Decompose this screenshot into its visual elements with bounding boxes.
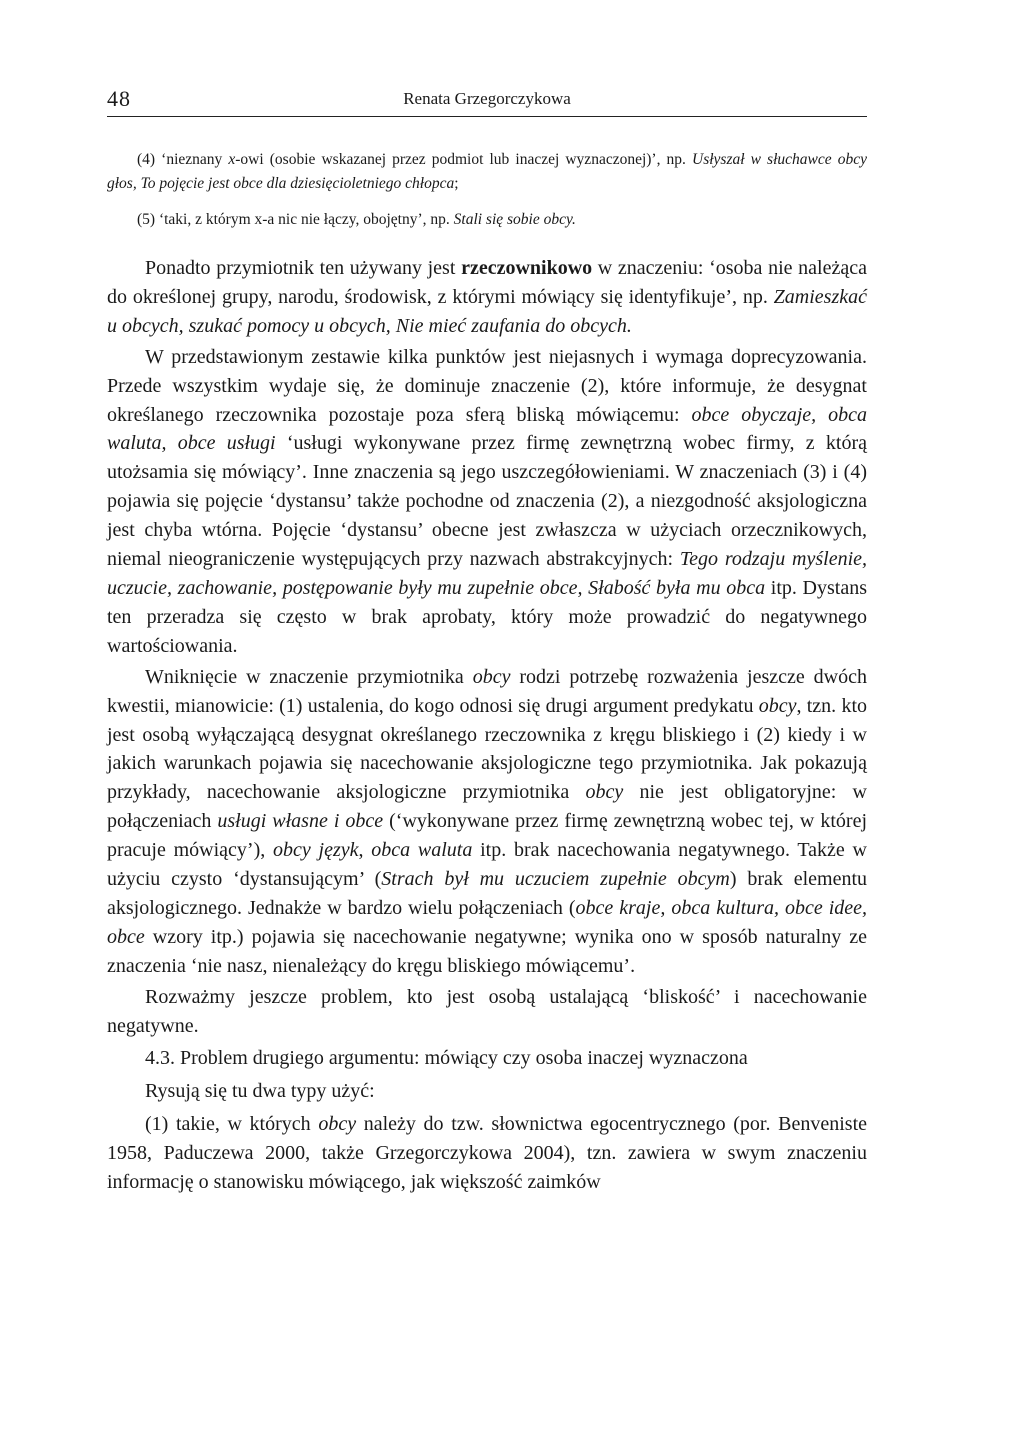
page-number: 48 [107, 86, 131, 111]
meaning-5: (5) ‘taki, z którym x-a nic nie łączy, obojętny’, np. Stali się sobie obcy. [137, 211, 576, 228]
section-heading: 4.3. Problem drugiego argumentu: mówiący czy osoba inaczej wyznaczona [145, 1047, 748, 1070]
paragraph: Rozważmy jeszcze problem, kto jest osobą ustalającą ‘bliskość’ i nacechowanie negatywne. [107, 985, 867, 1037]
meaning-4: (4) ‘nieznany x-owi (osobie wskazanej przez podmiot lub inaczej wyznaczonej)’, np. Usłyszał w słuchawce obcy głos, To pojęcie jest obce dla dziesięcioletniego chłopca; [107, 151, 867, 192]
running-head-author: Renata Grzegorczykowa [403, 89, 571, 108]
paragraph: Rysują się tu dwa typy użyć: [145, 1080, 375, 1103]
paragraph: (1) takie, w których obcy należy do tzw. słownictwa egocentrycznego (por. Benveniste 1958, Paduczewa 2000, także Grzegorczykowa 2004), tzn. zawiera w swym znaczeniu informację o stanowisku mówiącego, jak większość zaimków [107, 1113, 868, 1194]
paragraph: Wniknięcie w znaczenie przymiotnika obcy rodzi potrzebę rozważenia jeszcze dwóch kwestii, mianowicie: (1) ustalenia, do kogo odnosi się drugi argument predykatu obcy, tzn. kto jest osobą wyłączającą desygnat określanego rzeczownika z kręgu bliskiego i (2) kiedy i w jakich warunkach pojawia się nacechowanie aksjologiczne tego przymiotnika. Jak pokazują przykłady, nacechowanie aksjologiczne przymiotnika obcy nie jest obligatoryjne: w połączeniach usługi własne i obce (‘wykonywane przez firmę zewnętrzną wobec tej, w której pracuje mówiący’), obcy język, obca waluta itp. brak nacechowania negatywnego. Także w użyciu czysto ‘dystansującym’ (Strach był mu uczuciem zupełnie obcym) brak elementu aksjologicznego. Jednakże w bardzo wielu połączeniach (obce kraje, obca kultura, obce idee, obce wzory itp.) pojawia się nacechowanie negatywne; wynika ono w sposób naturalny ze znaczenia ‘nie nasz, nienależący do kręgu bliskiego mówiącemu’. [107, 665, 868, 977]
paragraph: Ponadto przymiotnik ten używany jest rzeczownikowo w znaczeniu: ‘osoba nie należąca do określonej grupy, narodu, środowisk, z którymi mówiący się identyfikuje’, np. Zamieszkać u obcych, szukać pomocy u obcych, Nie mieć zaufania do obcych. [107, 257, 867, 337]
paragraph: W przedstawionym zestawie kilka punktów jest niejasnych i wymaga doprecyzowania. Przede wszystkim wydaje się, że dominuje znaczenie (2), które informuje, że desygnat określanego rzeczownika pozostaje poza sferą bliską mówiącemu: obce obyczaje, obca waluta, obce usługi ‘usługi wykonywane przez firmę zewnętrzną wobec firmy, z którą utożsamia się mówiący’. Inne znaczenia są jego uszczegółowieniami. W znaczeniach (3) i (4) pojawia się pojęcie ‘dystansu’ także pochodne od znaczenia (2), a niezgodność aksjologiczna jest chyba wtórna. Pojęcie ‘dystansu’ obecne jest zwłaszcza w użyciach orzecznikowych, niemal nieograniczenie występujących przy nazwach abstrakcyjnych: Tego rodzaju myślenie, uczucie, zachowanie, postępowanie były mu zupełnie obce, Słabość była mu obca itp. Dystans ten przeradza się często w brak aprobaty, który może prowadzić do negatywnego wartościowania. [107, 345, 867, 657]
meaning-list [107, 148, 867, 232]
running-header [107, 86, 867, 117]
body-text [107, 254, 867, 1197]
